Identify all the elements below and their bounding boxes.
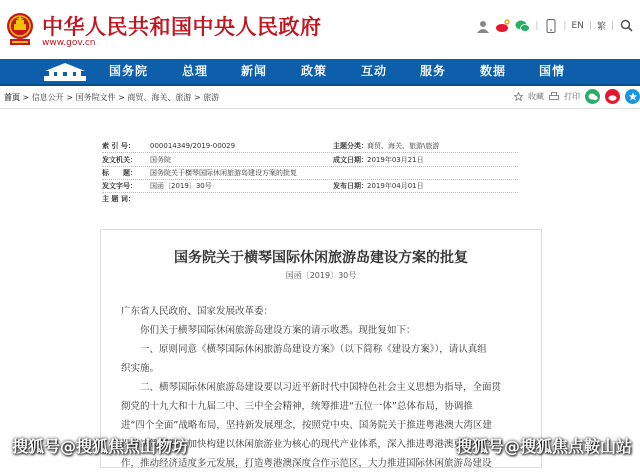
publish-date-label: 发布日期： bbox=[333, 182, 368, 190]
document-number: 国函〔2019〕30号 bbox=[285, 271, 357, 280]
search-icon[interactable] bbox=[619, 18, 634, 33]
collect-link[interactable]: 收藏 bbox=[528, 92, 544, 101]
weibo-share-icon[interactable] bbox=[605, 89, 620, 104]
wechat-share-icon[interactable] bbox=[585, 89, 600, 104]
title-label: 标 题： bbox=[102, 169, 137, 177]
index-label: 索 引 号： bbox=[102, 142, 135, 150]
breadcrumb-separator: > bbox=[66, 93, 74, 102]
breadcrumb-separator: > bbox=[193, 93, 201, 102]
site-title[interactable]: 中华人民共和国中央人民政府 bbox=[42, 15, 322, 39]
watermark-left: 搜狐号@搜狐焦点山物坊 bbox=[12, 437, 189, 456]
tiananmen-icon bbox=[40, 61, 90, 82]
meta-divider bbox=[102, 179, 518, 180]
printer-icon[interactable] bbox=[549, 92, 559, 101]
weibo-icon[interactable] bbox=[495, 18, 510, 33]
breadcrumb-home[interactable]: 首页 bbox=[4, 93, 20, 102]
issuer-value: 国务院 bbox=[150, 156, 171, 164]
doc-addressee: 广东省人民政府、国家发展改革委： bbox=[121, 306, 274, 317]
top-separator: | bbox=[588, 20, 592, 31]
top-separator: | bbox=[535, 20, 539, 31]
national-emblem-icon[interactable] bbox=[6, 11, 34, 47]
doc-paragraph: 你们关于横琴国际休闲旅游岛建设方案的请示收悉。现批复如下： bbox=[140, 325, 416, 336]
document-title: 国务院关于横琴国际休闲旅游岛建设方案的批复 bbox=[174, 250, 468, 266]
nav-item-services[interactable]: 服务 bbox=[420, 64, 447, 78]
doc-paragraph: 进“四个全面”战略布局，坚持新发展理念，按照党中央、国务院关于推进粤港澳大湾区建 bbox=[121, 420, 492, 431]
doc-paragraph: 织实施。 bbox=[121, 363, 160, 374]
nav-item-news[interactable]: 新闻 bbox=[241, 64, 268, 78]
meta-divider bbox=[102, 152, 518, 153]
print-link[interactable]: 打印 bbox=[564, 92, 580, 101]
site-header bbox=[0, 0, 640, 60]
theme-value: 商贸、海关、旅游\旅游 bbox=[367, 142, 440, 150]
page-tools bbox=[514, 89, 640, 104]
qzone-share-icon[interactable] bbox=[625, 89, 640, 104]
top-icon-bar bbox=[475, 18, 634, 33]
doc-paragraph: 作，推动经济适度多元发展，打造粤港澳深度合作示范区，大力推进国际休闲旅游岛建设 bbox=[121, 458, 492, 469]
breadcrumb-bar bbox=[0, 86, 640, 109]
doc-paragraph: 设的决策部署，加快构建以休闲旅游业为核心的现代产业体系，深入推进粤港澳更紧密合 bbox=[121, 439, 492, 450]
index-value: 000014349/2019-00029 bbox=[150, 142, 236, 150]
wechat-icon[interactable] bbox=[515, 18, 530, 33]
doc-number-value: 国函〔2019〕30号 bbox=[150, 182, 212, 190]
nav-item-policy[interactable]: 政策 bbox=[301, 64, 328, 78]
meta-divider bbox=[102, 192, 518, 193]
document-body bbox=[100, 229, 542, 468]
theme-label: 主题分类： bbox=[333, 142, 368, 150]
mobile-icon[interactable] bbox=[543, 18, 558, 33]
lang-en-link[interactable]: EN bbox=[571, 20, 584, 31]
publish-date-value: 2019年04月01日 bbox=[367, 182, 424, 190]
meta-row-docno bbox=[102, 181, 424, 191]
top-separator: | bbox=[563, 20, 567, 31]
written-date-label: 成文日期： bbox=[333, 156, 368, 164]
star-icon[interactable] bbox=[514, 92, 523, 101]
breadcrumb-trade-customs-tourism[interactable]: 商贸、海关、旅游 bbox=[127, 93, 192, 102]
nav-item-state-council[interactable]: 国务院 bbox=[109, 64, 149, 78]
meta-row-title bbox=[102, 168, 297, 178]
nav-item-national-info[interactable]: 国情 bbox=[539, 64, 566, 78]
top-separator: | bbox=[610, 20, 614, 31]
meta-row-issuer bbox=[102, 155, 424, 165]
meta-divider bbox=[102, 166, 518, 167]
title-value: 国务院关于横琴国际休闲旅游岛建设方案的批复 bbox=[150, 169, 297, 177]
nav-item-interaction[interactable]: 互动 bbox=[361, 64, 388, 78]
issuer-label: 发文机关： bbox=[102, 156, 137, 164]
nav-item-premier[interactable]: 总理 bbox=[182, 64, 209, 78]
breadcrumb-tourism[interactable]: 旅游 bbox=[203, 93, 220, 102]
breadcrumb-info-disclosure[interactable]: 信息公开 bbox=[31, 93, 64, 102]
meta-row-index bbox=[102, 141, 440, 151]
written-date-value: 2019年03月21日 bbox=[367, 156, 424, 164]
keywords-label: 主 题 词： bbox=[102, 195, 135, 203]
doc-paragraph: 彻党的十九大和十九届二中、三中全会精神，统筹推进“五位一体”总体布局，协调推 bbox=[121, 401, 473, 412]
watermark-right: 搜狐号@搜狐焦点鞍山站 bbox=[456, 437, 633, 456]
nav-item-data[interactable]: 数据 bbox=[480, 64, 507, 78]
main-nav bbox=[0, 59, 640, 86]
site-domain: www.gov.cn bbox=[42, 38, 96, 48]
doc-paragraph: 一、原则同意《横琴国际休闲旅游岛建设方案》（以下简称《建设方案》），请认真组 bbox=[140, 344, 487, 355]
doc-number-label: 发文字号： bbox=[102, 182, 137, 190]
breadcrumb-separator: > bbox=[22, 93, 30, 102]
breadcrumb-separator: > bbox=[118, 93, 125, 102]
lang-traditional-link[interactable]: 繁 bbox=[596, 22, 606, 32]
breadcrumb bbox=[4, 92, 219, 103]
user-icon[interactable] bbox=[475, 18, 490, 33]
breadcrumb-council-docs[interactable]: 国务院文件 bbox=[75, 93, 116, 102]
meta-row-keywords bbox=[102, 194, 150, 204]
doc-paragraph: 二、横琴国际休闲旅游岛建设要以习近平新时代中国特色社会主义思想为指导，全面贯 bbox=[140, 382, 502, 393]
